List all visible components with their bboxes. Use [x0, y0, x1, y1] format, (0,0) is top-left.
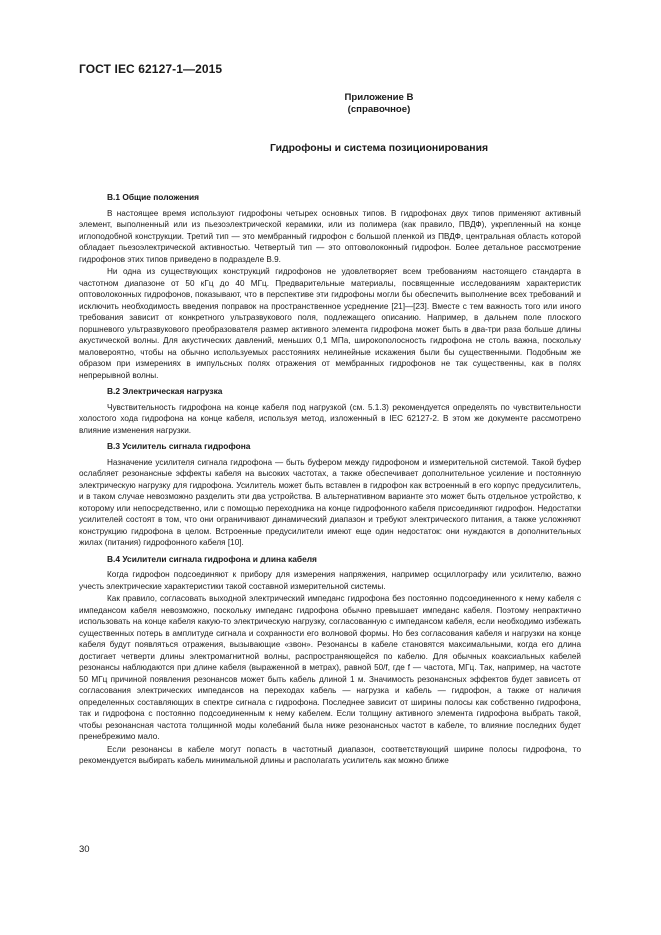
paragraph: Назначение усилителя сигнала гидрофона — быть буфером между гидрофоном и измерительной системой. Такой буфер ослабляет резонансные эффекты кабеля на высоких частотах, а также обеспечивает дополнительное усиление и постоянную электрическую нагрузку для гидрофона. Усилитель может быть вставлен в гидрофон как встроенный в его корпус предусилитель, и в таком случае невозможно разделить эти два устройства. В альтернативном варианте это может быть отдельное устройство, к которому или непосредственно, или с помощью переходника на конце гидрофонного кабеля присоединяют гидрофон. Недостатки усилителей состоят в том, что они ограничивают динамический диапазон и требуют электрического питания, а также усложняют конструкцию гидрофона в целом. Встроенные предусилители имеют еще один недостаток: они нуждаются в дополнительных жилах (питания) гидрофонного кабеля [10]. — [79, 457, 581, 547]
section-heading: В.3 Усилитель сигнала гидрофона — [107, 441, 251, 451]
paragraph: Когда гидрофон подсоединяют к прибору для измерения напряжения, например осциллографу или усилителю, важно учесть электрические характеристики такой составной измерительной системы. — [79, 570, 581, 591]
page-title: Гидрофоны и система позиционирования — [269, 143, 489, 154]
running-head-standard-id: ГОСТ IEC 62127-1—2015 — [79, 62, 223, 76]
document-body — [79, 192, 581, 772]
paragraph: В настоящее время используют гидрофоны четырех основных типов. В гидрофонах двух типов применяют активный элемент, выполненный или из пьезоэлектрической керамики, или из полимера (как правило, ПВДФ), укрепленный на конце иглоподобной конструкции. Третий тип — это мембранный гидрофон с большой пленкой из ПВДФ, центральная область которой обладает пьезоэлектрической активностью. Четвертый тип — это оптоволоконный гидрофон. Более детальное рассмотрение гидрофонов этих типов приведено в подразделе В.9. — [79, 208, 581, 264]
page-number: 30 — [79, 844, 90, 855]
section-b4 — [79, 554, 581, 767]
section-b1 — [79, 192, 581, 381]
section-heading: В.1 Общие положения — [107, 192, 200, 202]
annex-heading — [79, 92, 661, 116]
section-b2 — [79, 386, 581, 436]
paragraph: Если резонансы в кабеле могут попасть в частотный диапазон, соответствующий ширине полосы гидрофона, то рекомендуется выбирать кабель минимальной длины и располагать усилитель как можно ближе — [79, 744, 581, 765]
annex-status: (справочное) — [347, 104, 411, 115]
section-b3 — [79, 441, 581, 549]
section-heading: В.2 Электрическая нагрузка — [107, 386, 223, 396]
section-heading: В.4 Усилители сигнала гидрофона и длина кабеля — [107, 553, 317, 564]
paragraph: Чувствительность гидрофона на конце кабеля под нагрузкой (см. 5.1.3) рекомендуется определять по чувствительности холостого хода гидрофона на конце кабеля, используя метод, изложенный в IEC 62127-2. В этом же документе рассмотрено влияние изменения нагрузки. — [79, 402, 581, 435]
paragraph: Ни одна из существующих конструкций гидрофонов не удовлетворяет всем требованиям настоящего стандарта в частотном диапазоне от 50 кГц до 40 МГц. Предварительные материалы, посвященные исследованиям характеристик оптоволоконных гидрофонов, показывают, что в перспективе эти гидрофоны могли бы обеспечить выполнение всех требований и исключить необходимость введения поправок на пространственное усреднение [21]—[23]. Вместе с тем важность того или иного требования зависит от конкретного ультразвукового поля, подлежащего описанию. Например, в дальнем поле плоского поршневого ультразвукового преобразователя размер активного элемента гидрофона может быть в два-три раза больше длины акустической волны. Для акустических давлений, меньших 0,1 МПа, широкополосность гидрофона не столь важна, поскольку маловероятно, чтобы на обычно используемых расстояниях нелинейные искажения были бы существенными. Подобным же образом при измерениях в импульсных полях отражения от мембранных гидрофонов не так существенны, как в полях непрерывной волны. — [79, 267, 581, 380]
paragraph: Как правило, согласовать выходной электрический импеданс гидрофона без постоянно подсоединенного к нему кабеля с импедансом кабеля невозможно, поскольку импеданс гидрофона обычно превышает импеданс кабеля. Поэтому непрактично использовать на конце кабеля какую-то электрическую нагрузку, согласованную с импедансом кабеля, если необходимо избежать существенных потерь в амплитуде сигнала и сохранности его волновой формы. Но без согласования кабеля и нагрузки на конце кабеля будут появляться отражения, вызывающие «звон». Резонансы в кабеле становятся максимальными, когда его длина достигает четверти длины электромагнитной волны, распространяющейся по кабелю. Для обычных коаксиальных кабелей резонансы наблюдаются при длине кабеля (выраженной в метрах), равной 50/f, где f — частота, МГц. Так, например, на частоте 50 МГц причиной появления резонансов может быть кабель длиной 1 м. Значимость резонансных эффектов будет зависеть от согласования электрических импедансов на переходах кабель — нагрузка и кабель — гидрофон, а также от наличия определенных составляющих в спектре сигнала с гидрофона. Последнее зависит от ширины полосы как собственно гидрофона, так и гидрофона с постоянно подсоединенным к нему кабелем. Если толщину активного элемента гидрофона выбрать такой, чтобы резонансная частота толщинной моды колебаний была ниже резонансных частот в кабеле, то влияние последних будет пренебрежимо мало. — [79, 594, 581, 741]
annex-label: Приложение В — [344, 92, 414, 103]
